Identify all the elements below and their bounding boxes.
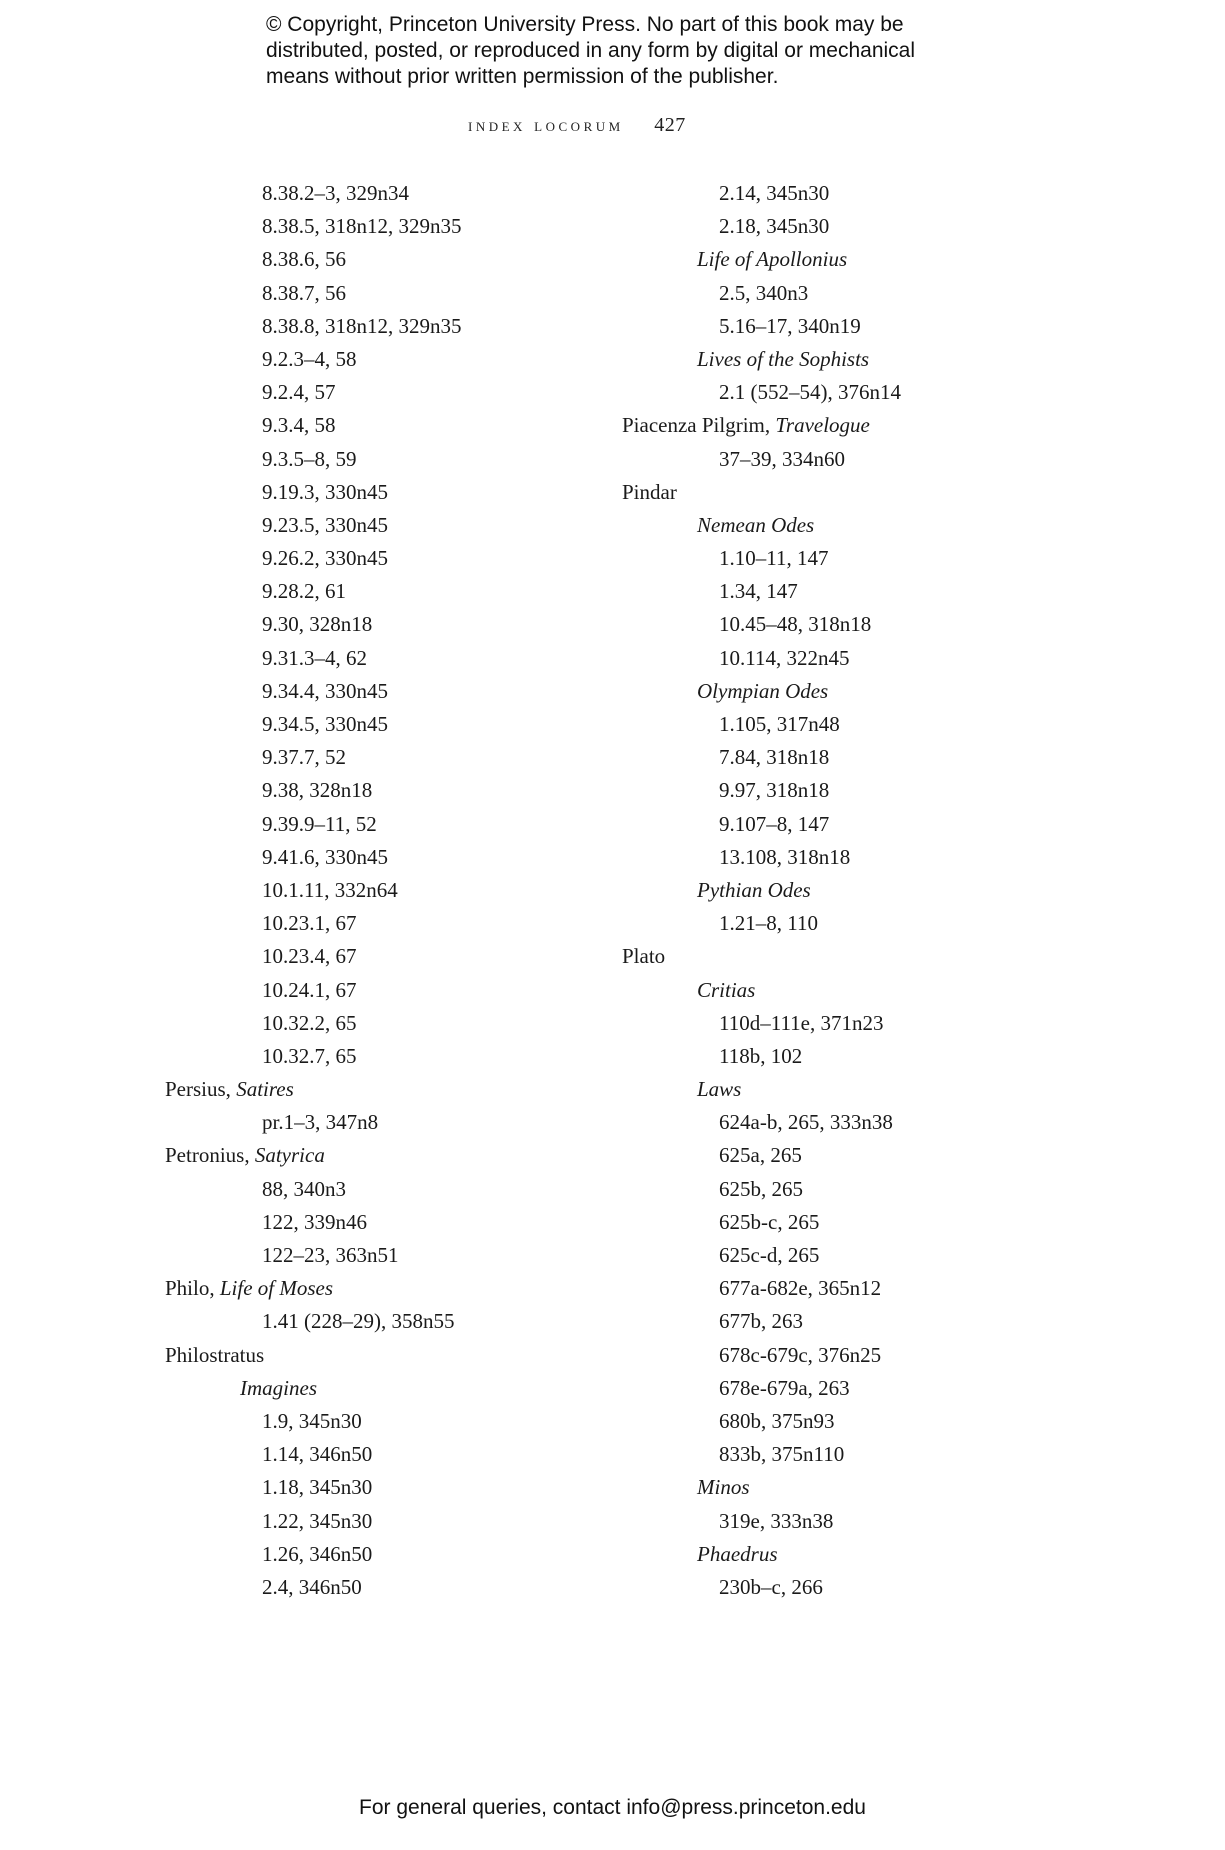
index-column-right — [622, 177, 1082, 1604]
index-entry — [165, 841, 625, 874]
entry-text: Pindar — [622, 479, 677, 504]
index-heading — [165, 1339, 625, 1372]
entry-text: 7.84, 318n18 — [719, 745, 830, 770]
index-subheading — [622, 343, 1082, 376]
index-entry — [165, 940, 625, 973]
index-entry — [165, 310, 625, 343]
entry-text: 9.39.9–11, 52 — [262, 811, 377, 836]
entry-text: 1.105, 317n48 — [719, 712, 840, 736]
index-entry — [165, 974, 625, 1007]
index-entry — [165, 1571, 625, 1604]
index-entry — [165, 476, 625, 509]
index-subheading — [622, 1471, 1082, 1504]
entry-text: 10.24.1, 67 — [262, 977, 357, 1002]
work-title: Satires — [236, 1077, 294, 1102]
work-title: Travelogue — [775, 413, 870, 438]
index-column-left — [165, 177, 625, 1604]
entry-text: 8.38.8, 318n12, 329n35 — [262, 313, 462, 338]
entry-text: 2.18, 345n30 — [719, 214, 830, 239]
entry-text: 9.107–8, 147 — [719, 811, 830, 836]
copyright-line: distributed, posted, or reproduced in any form by digital or mechanical — [266, 39, 916, 62]
index-entry — [622, 1206, 1082, 1239]
index-heading — [165, 1073, 625, 1106]
entry-text: 2.1 (552–54), 376n14 — [719, 380, 901, 405]
entry-text: 8.38.6, 56 — [262, 247, 346, 272]
index-heading — [165, 1139, 625, 1172]
entry-text: Piacenza Pilgrim, — [622, 413, 776, 438]
index-entry — [165, 874, 625, 907]
index-entry — [165, 1239, 625, 1272]
entry-text: 1.14, 346n50 — [262, 1442, 373, 1467]
entry-text: 1.18, 345n30 — [262, 1475, 373, 1500]
index-entry — [622, 542, 1082, 575]
index-subheading — [165, 1372, 625, 1405]
entry-text: 5.16–17, 340n19 — [719, 313, 861, 338]
entry-text: 8.38.7, 56 — [262, 280, 346, 305]
entry-text: 9.41.6, 330n45 — [262, 844, 388, 869]
index-entry — [165, 774, 625, 807]
index-entry — [622, 1505, 1082, 1538]
entry-text: 833b, 375n110 — [719, 1442, 845, 1467]
entry-text: 118b, 102 — [719, 1043, 803, 1068]
entry-text: 624a-b, 265, 333n38 — [719, 1110, 893, 1135]
work-title: Satyrica — [254, 1143, 325, 1168]
entry-text: 10.32.7, 65 — [262, 1043, 357, 1068]
entry-text: 319e, 333n38 — [719, 1508, 834, 1533]
index-subheading — [622, 509, 1082, 542]
index-entry — [622, 210, 1082, 243]
work-title: Critias — [697, 977, 756, 1002]
entry-text: 10.32.2, 65 — [262, 1010, 357, 1035]
entry-text: 13.108, 318n18 — [719, 844, 851, 869]
index-entry — [622, 1007, 1082, 1040]
index-entry — [622, 310, 1082, 343]
entry-text: 1.34, 147 — [719, 579, 798, 604]
entry-text: 8.38.2–3, 329n34 — [262, 181, 409, 205]
index-entry — [622, 1339, 1082, 1372]
entry-text: 678e-679a, 263 — [719, 1375, 850, 1400]
entry-text: Philo, — [165, 1276, 220, 1301]
entry-text: 8.38.5, 318n12, 329n35 — [262, 214, 462, 239]
index-heading — [622, 476, 1082, 509]
entry-text: 625b-c, 265 — [719, 1209, 820, 1234]
entry-text: 10.45–48, 318n18 — [719, 612, 872, 637]
index-entry — [165, 642, 625, 675]
index-entry — [622, 1438, 1082, 1471]
entry-text: 37–39, 334n60 — [719, 446, 845, 471]
index-entry — [165, 1405, 625, 1438]
entry-text: 2.4, 346n50 — [262, 1574, 362, 1599]
entry-text: 1.22, 345n30 — [262, 1508, 373, 1533]
entry-text: 88, 340n3 — [262, 1176, 346, 1201]
index-entry — [622, 708, 1082, 741]
entry-text: 2.5, 340n3 — [719, 280, 809, 305]
index-entry — [165, 343, 625, 376]
entry-text: 9.3.5–8, 59 — [262, 446, 357, 471]
index-entry — [165, 907, 625, 940]
index-heading — [165, 1272, 625, 1305]
index-entry — [165, 1538, 625, 1571]
index-entry — [165, 808, 625, 841]
index-entry — [165, 409, 625, 442]
index-entry — [622, 1372, 1082, 1405]
entry-text: 625a, 265 — [719, 1143, 802, 1168]
entry-text: 1.10–11, 147 — [719, 546, 829, 571]
index-entry — [622, 1106, 1082, 1139]
entry-text: 677b, 263 — [719, 1309, 803, 1334]
entry-text: 122, 339n46 — [262, 1209, 367, 1234]
index-entry — [622, 907, 1082, 940]
index-entry — [165, 575, 625, 608]
running-head-title: index locorum — [468, 115, 624, 136]
index-entry — [165, 542, 625, 575]
entry-text: 10.114, 322n45 — [719, 645, 850, 670]
index-entry — [165, 741, 625, 774]
entry-text: 9.31.3–4, 62 — [262, 645, 367, 670]
entry-text: 677a-682e, 365n12 — [719, 1276, 882, 1301]
index-entry — [165, 177, 625, 210]
work-title: Olympian Odes — [697, 678, 829, 703]
index-entry — [622, 608, 1082, 641]
index-entry — [622, 741, 1082, 774]
entry-text: 9.30, 328n18 — [262, 612, 373, 637]
work-title: Imagines — [240, 1375, 317, 1400]
entry-text: Philostratus — [165, 1342, 265, 1367]
entry-text: 9.34.4, 330n45 — [262, 678, 388, 703]
index-entry — [622, 376, 1082, 409]
entry-text: 625b, 265 — [719, 1176, 803, 1201]
entry-text: 625c-d, 265 — [719, 1243, 820, 1267]
index-subheading — [622, 1538, 1082, 1571]
index-subheading — [622, 675, 1082, 708]
entry-text: 9.23.5, 330n45 — [262, 512, 388, 537]
entry-text: 678c-679c, 376n25 — [719, 1342, 882, 1367]
index-entry — [165, 210, 625, 243]
index-entry — [165, 1305, 625, 1338]
entry-text: Petronius, — [165, 1143, 255, 1168]
entry-text: 9.3.4, 58 — [262, 413, 336, 438]
work-title: Lives of the Sophists — [697, 346, 870, 371]
index-entry — [622, 1173, 1082, 1206]
entry-text: 9.38, 328n18 — [262, 778, 373, 803]
entry-text: Persius, — [165, 1077, 237, 1102]
copyright-line: means without prior written permission of the publisher. — [266, 65, 779, 88]
entry-text: 9.37.7, 52 — [262, 745, 346, 770]
index-entry — [165, 1438, 625, 1471]
copyright-line: © Copyright, Princeton University Press. No part of this book may be — [266, 13, 904, 36]
index-subheading — [622, 974, 1082, 1007]
index-entry — [622, 1272, 1082, 1305]
entry-text: 9.97, 318n18 — [719, 778, 830, 803]
index-entry — [622, 1305, 1082, 1338]
entry-text: 9.2.3–4, 58 — [262, 346, 357, 371]
work-title: Life of Moses — [219, 1276, 334, 1301]
index-subheading — [622, 243, 1082, 276]
index-entry — [622, 642, 1082, 675]
index-entry — [165, 675, 625, 708]
entry-text: 110d–111e, 371n23 — [719, 1010, 884, 1035]
index-subheading — [622, 874, 1082, 907]
entry-text: 10.23.4, 67 — [262, 944, 357, 969]
entry-text: Plato — [622, 944, 666, 969]
index-entry — [622, 443, 1082, 476]
index-heading — [622, 940, 1082, 973]
page-number: 427 — [654, 114, 686, 136]
entry-text: 2.14, 345n30 — [719, 181, 830, 205]
index-entry — [165, 1471, 625, 1504]
entry-text: pr.1–3, 347n8 — [262, 1110, 379, 1135]
work-title: Nemean Odes — [697, 512, 815, 537]
index-entry — [165, 443, 625, 476]
entry-text: 9.19.3, 330n45 — [262, 479, 388, 504]
entry-text: 230b–c, 266 — [719, 1574, 823, 1599]
entry-text: 9.26.2, 330n45 — [262, 546, 388, 571]
index-entry — [622, 1571, 1082, 1604]
copyright-notice — [266, 12, 1026, 90]
index-entry — [622, 1040, 1082, 1073]
running-head — [468, 114, 686, 137]
entry-text: 10.1.11, 332n64 — [262, 877, 398, 902]
index-entry — [165, 1206, 625, 1239]
index-entry — [622, 1239, 1082, 1272]
entry-text: 1.9, 345n30 — [262, 1408, 362, 1433]
entry-text: 9.28.2, 61 — [262, 579, 346, 604]
index-entry — [165, 243, 625, 276]
index-entry — [165, 376, 625, 409]
index-entry — [165, 1505, 625, 1538]
entry-text: 1.41 (228–29), 358n55 — [262, 1309, 455, 1334]
index-entry — [622, 808, 1082, 841]
work-title: Pythian Odes — [697, 877, 811, 902]
index-entry — [165, 708, 625, 741]
entry-text: 680b, 375n93 — [719, 1408, 835, 1433]
footer-contact: For general queries, contact info@press.princeton.edu — [359, 1796, 866, 1819]
work-title: Phaedrus — [697, 1541, 778, 1566]
index-entry — [622, 575, 1082, 608]
entry-text: 1.26, 346n50 — [262, 1541, 373, 1566]
index-entry — [622, 1405, 1082, 1438]
entry-text: 1.21–8, 110 — [719, 911, 818, 936]
entry-text: 9.2.4, 57 — [262, 380, 336, 405]
index-entry — [165, 1040, 625, 1073]
index-entry — [622, 841, 1082, 874]
index-entry — [622, 177, 1082, 210]
index-entry — [165, 1007, 625, 1040]
index-entry — [165, 509, 625, 542]
work-title: Life of Apollonius — [697, 247, 848, 272]
entry-text: 122–23, 363n51 — [262, 1243, 399, 1267]
work-title: Laws — [697, 1077, 742, 1102]
index-subheading — [622, 1073, 1082, 1106]
index-entry — [165, 608, 625, 641]
index-entry — [622, 277, 1082, 310]
entry-text: 10.23.1, 67 — [262, 911, 357, 936]
index-heading — [622, 409, 1082, 442]
index-entry — [622, 774, 1082, 807]
index-entry — [622, 1139, 1082, 1172]
entry-text: 9.34.5, 330n45 — [262, 712, 388, 736]
work-title: Minos — [697, 1475, 750, 1500]
index-entry — [165, 1173, 625, 1206]
index-entry — [165, 1106, 625, 1139]
index-entry — [165, 277, 625, 310]
